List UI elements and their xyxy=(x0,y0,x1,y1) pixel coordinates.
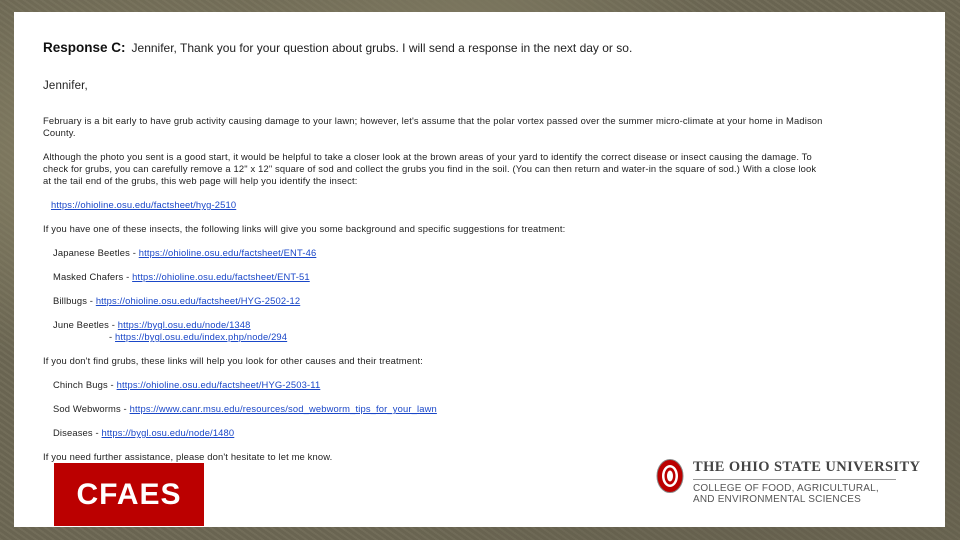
college-line-1: COLLEGE OF FOOD, AGRICULTURAL, xyxy=(693,483,879,494)
billbugs-item xyxy=(53,295,300,307)
response-label: Response C: xyxy=(43,40,126,55)
japanese-beetles-link[interactable]: https://ohioline.osu.edu/factsheet/ENT-46 xyxy=(138,247,317,258)
june-beetles-item xyxy=(53,319,251,331)
chinch-bugs-label: Chinch Bugs - xyxy=(53,379,117,390)
masked-chafers-link[interactable]: https://ohioline.osu.edu/factsheet/ENT-51 xyxy=(132,271,310,282)
june-beetles-link-1[interactable]: https://bygl.osu.edu/node/1348 xyxy=(117,319,251,330)
sod-webworms-item xyxy=(53,403,437,415)
cfaes-logo: CFAES xyxy=(54,463,204,526)
university-name: THE OHIO STATE UNIVERSITY xyxy=(693,459,921,475)
japanese-beetles-label: Japanese Beetles - xyxy=(53,247,139,258)
june-beetles-label: June Beetles - xyxy=(53,319,118,330)
june-beetles-link-2[interactable]: https://bygl.osu.edu/index.php/node/294 xyxy=(115,331,288,342)
billbugs-link[interactable]: https://ohioline.osu.edu/factsheet/HYG-2502-12 xyxy=(95,295,301,306)
chinch-bugs-item xyxy=(53,379,320,391)
diseases-item xyxy=(53,427,234,439)
june-beetles-item-2 xyxy=(109,331,287,343)
logo-divider xyxy=(693,479,896,480)
block-o-icon xyxy=(656,458,684,494)
response-summary: Jennifer, Thank you for your question about grubs. I will send a response in the next day or so. xyxy=(131,41,633,55)
sod-webworms-label: Sod Webworms - xyxy=(53,403,130,414)
masked-chafers-item xyxy=(53,271,310,283)
college-name xyxy=(693,483,879,505)
masked-chafers-label: Masked Chafers - xyxy=(53,271,133,282)
closing-line: If you need further assistance, please don't hesitate to let me know. xyxy=(43,451,333,462)
para1-line2: County. xyxy=(43,127,76,138)
other-causes-intro: If you don't find grubs, these links will help you look for other causes and their treatment: xyxy=(43,355,424,366)
para2-line1: Although the photo you sent is a good start, it would be helpful to take a closer look at the brown areas of your yard to identify the correct disease or insect causing the damage. To xyxy=(43,151,812,162)
chinch-bugs-link[interactable]: https://ohioline.osu.edu/factsheet/HYG-2503-11 xyxy=(116,379,321,390)
para2-line2: check for grubs, you can carefully remove a 12" x 12" square of sod and collect the grubs you find in the soil. (You can then return and water-in the square of sod.) With a close look xyxy=(43,163,817,174)
grub-id-line xyxy=(51,199,236,211)
greeting: Jennifer, xyxy=(43,80,88,92)
insects-intro: If you have one of these insects, the following links will give you some background and specific suggestions for treatment: xyxy=(43,223,566,234)
diseases-label: Diseases - xyxy=(53,427,102,438)
response-heading xyxy=(43,39,632,57)
slide-panel xyxy=(14,12,945,527)
para2-line3: at the tail end of the grubs, this web page will help you identify the insect: xyxy=(43,175,358,186)
june-beetles-dash: - xyxy=(109,331,116,342)
college-line-2: AND ENVIRONMENTAL SCIENCES xyxy=(693,494,862,505)
grub-id-link[interactable]: https://ohioline.osu.edu/factsheet/hyg-2510 xyxy=(51,199,237,210)
para1-line1: February is a bit early to have grub activity causing damage to your lawn; however, let's assume that the polar vortex passed over the summer micro-climate at your home in Madison xyxy=(43,115,823,126)
osu-logo xyxy=(656,458,921,518)
billbugs-label: Billbugs - xyxy=(53,295,96,306)
sod-webworms-link[interactable]: https://www.canr.msu.edu/resources/sod_webworm_tips_for_your_lawn xyxy=(129,403,437,414)
japanese-beetles-item xyxy=(53,247,316,259)
diseases-link[interactable]: https://bygl.osu.edu/node/1480 xyxy=(101,427,235,438)
